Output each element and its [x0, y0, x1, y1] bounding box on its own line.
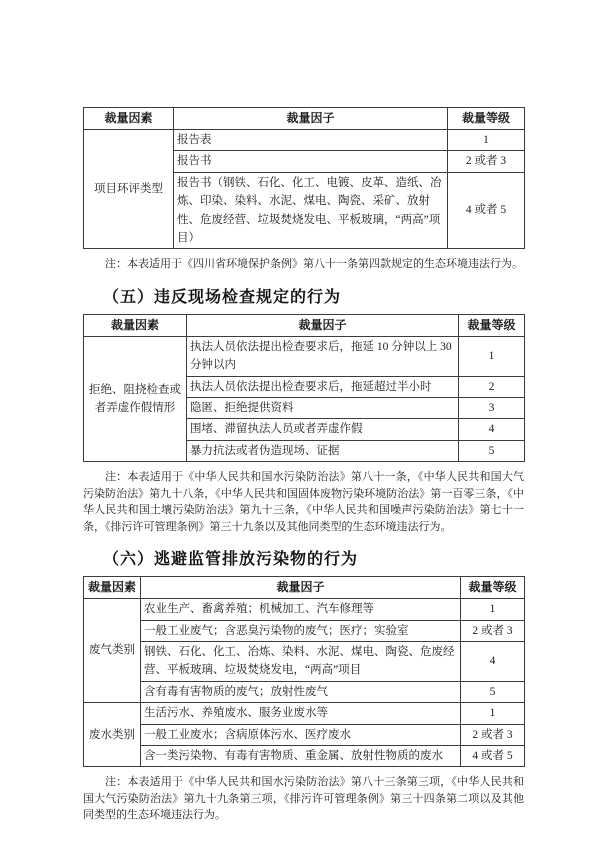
level-cell: 2: [459, 376, 525, 397]
col-header-level: 裁量等级: [459, 314, 525, 336]
subfactor-cell: 钢铁、石化、化工、冶炼、染料、水泥、煤电、陶瓷、危废经营、平板玻璃、垃圾焚烧发电，“两高”项目: [141, 641, 461, 681]
table-row: [84, 703, 525, 724]
subfactor-cell: 报告表: [174, 130, 448, 151]
table-row: [84, 745, 525, 766]
table-header-row: [84, 577, 525, 599]
table-note: 注：本表适用于《中华人民共和国水污染防治法》第八十三条第三项，《中华人民共和国大气污染防治法》第九十九条第三项，《排污许可管理条例》第三十四条第二项以及其他同类型的生态环境违法行为。: [83, 776, 524, 822]
subfactor-cell: 含有毒有害物质的废气；放射性废气: [141, 681, 461, 702]
subfactor-cell: 一般工业废水；含病原体污水、医疗废水: [141, 724, 461, 745]
table-header-row: [84, 314, 525, 336]
subfactor-cell: 执法人员依法提出检查要求后，拖延 10 分钟以上 30 分钟以内: [187, 336, 459, 376]
col-header-level: 裁量等级: [461, 577, 525, 599]
col-header-factor: 裁量因素: [84, 577, 141, 599]
subfactor-cell: 含一类污染物、有毒有害物质、重金属、放射性物质的废水: [141, 745, 461, 766]
subfactor-cell: 围堵、滞留执法人员或者弄虚作假: [187, 419, 459, 440]
subfactor-cell: 农业生产、畜禽养殖；机械加工、汽车修理等: [141, 599, 461, 620]
table-row: [84, 724, 525, 745]
subfactor-cell: 暴力抗法或者伪造现场、证据: [187, 440, 459, 461]
level-cell: 4: [461, 641, 525, 681]
level-cell: 1: [461, 703, 525, 724]
col-header-subfactor: 裁量因子: [141, 577, 461, 599]
subfactor-cell: 隐匿、拒绝提供资料: [187, 398, 459, 419]
level-cell: 5: [461, 681, 525, 702]
subfactor-cell: 报告书: [174, 151, 448, 172]
level-cell: 2 或者 3: [461, 620, 525, 641]
table-evade-supervision: [83, 576, 525, 767]
subfactor-cell: 执法人员依法提出检查要求后，拖延超过半小时: [187, 376, 459, 397]
table-inspection-violation: [83, 314, 525, 462]
table-project-eia-type: [83, 107, 525, 249]
factor-group-cell: 项目环评类型: [84, 130, 174, 249]
table-row: [84, 681, 525, 702]
col-header-factor: 裁量因素: [84, 314, 187, 336]
factor-group-cell: 废水类别: [84, 703, 141, 767]
table-row: [84, 641, 525, 681]
level-cell: 2 或者 3: [448, 151, 525, 172]
level-cell: 1: [448, 130, 525, 151]
col-header-factor: 裁量因素: [84, 108, 174, 130]
factor-group-cell: 拒绝、阻挠检查或者弄虚作假情形: [84, 336, 187, 461]
table-note: 注：本表适用于《四川省环境保护条例》第八十一条第四款规定的生态环境违法行为。: [105, 258, 523, 271]
section-5-heading: （五）违反现场检查规定的行为: [103, 288, 342, 306]
level-cell: 5: [459, 440, 525, 461]
level-cell: 2 或者 3: [461, 724, 525, 745]
col-header-subfactor: 裁量因子: [187, 314, 459, 336]
level-cell: 4 或者 5: [448, 172, 525, 249]
col-header-subfactor: 裁量因子: [174, 108, 448, 130]
section-6-heading: （六）逃避监管排放污染物的行为: [103, 551, 359, 569]
col-header-level: 裁量等级: [448, 108, 525, 130]
level-cell: 4: [459, 419, 525, 440]
table-note: 注：本表适用于《中华人民共和国水污染防治法》第八十一条，《中华人民共和国大气污染防治法》第九十八条，《中华人民共和国固体废物污染环境防治法》第一百零三条，《中华人民共和国土壤污染防治法》第九十三条，《中华人民共和国噪声污染防治法》第七十一条，《排污许可管理条例》第三十九条以及其他同类型的生态环境违法行为。: [83, 471, 524, 533]
subfactor-cell: 一般工业废气；含恶臭污染物的废气；医疗；实验室: [141, 620, 461, 641]
table-header-row: [84, 108, 525, 130]
table-row: [84, 620, 525, 641]
subfactor-cell: 生活污水、养殖废水、服务业废水等: [141, 703, 461, 724]
table-row: [84, 130, 525, 151]
level-cell: 1: [459, 336, 525, 376]
table-row: [84, 599, 525, 620]
table-row: [84, 336, 525, 376]
factor-group-cell: 废气类别: [84, 599, 141, 703]
level-cell: 4 或者 5: [461, 745, 525, 766]
level-cell: 1: [461, 599, 525, 620]
level-cell: 3: [459, 398, 525, 419]
subfactor-cell: 报告书（钢铁、石化、化工、电镀、皮革、造纸、冶炼、印染、染料、水泥、煤电、陶瓷、采矿、放射性、危废经营、垃圾焚烧发电、平板玻璃，“两高”项目）: [174, 172, 448, 249]
